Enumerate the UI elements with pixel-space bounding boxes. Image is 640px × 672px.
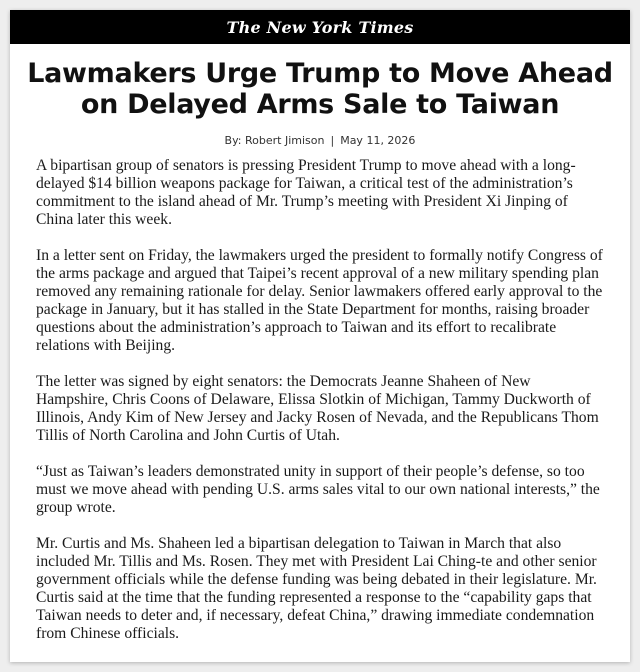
masthead — [10, 10, 630, 44]
article-paragraph: “Just as Taiwan’s leaders demonstrated unity in support of their people’s defense, so too must we move ahead with pending U.S. arms sales vital to our own national interests,” the group wrote. — [36, 463, 600, 516]
article-card — [10, 10, 630, 662]
article-paragraph: Mr. Curtis and Ms. Shaheen led a bipartisan delegation to Taiwan in March that also included Mr. Tillis and Ms. Rosen. They met with President Lai Ching-te and other senior government officials while the defense funding was being debated in their legislature. Mr. Curtis said at the time that the funding represented a response to the “capability gaps that Taiwan needs to deter and, if necessary, defeat China,” drawing immediate condemnation from Chinese officials. — [36, 535, 597, 642]
article-body — [36, 157, 604, 643]
article-paragraph: The letter was signed by eight senators: the Democrats Jeanne Shaheen of New Hampshire, Chris Coons of Delaware, Elissa Slotkin of Michigan, Tammy Duckworth of Illinois, Andy Kim of New Jersey and Jacky Rosen of Nevada, and the Republicans Thom Tillis of North Carolina and John Curtis of Utah. — [36, 373, 599, 444]
byline-separator: | — [330, 134, 335, 147]
byline-date: May 11, 2026 — [340, 134, 416, 147]
article-paragraph: In a letter sent on Friday, the lawmakers urged the president to formally notify Congress of the arms package and argued that Taipei’s recent approval of a new military spending plan removed any remaining rationale for delay. Senior lawmakers offered early approval to the package in January, but it has stalled in the State Department for months, raising broader questions about the administration’s approach to Taiwan and its effort to recalibrate relations with Beijing. — [36, 247, 603, 354]
byline — [10, 134, 630, 147]
byline-author: By: Robert Jimison — [224, 134, 325, 147]
article-paragraph: A bipartisan group of senators is pressing President Trump to move ahead with a long-delayed $14 billion weapons package for Taiwan, a critical test of the administration’s commitment to the island ahead of Mr. Trump’s meeting with President Xi Jinping of China later this week. — [36, 157, 576, 228]
newspaper-logo[interactable]: The New York Times — [226, 17, 414, 37]
headline: Lawmakers Urge Trump to Move Ahead on Delayed Arms Sale to Taiwan — [27, 58, 613, 120]
